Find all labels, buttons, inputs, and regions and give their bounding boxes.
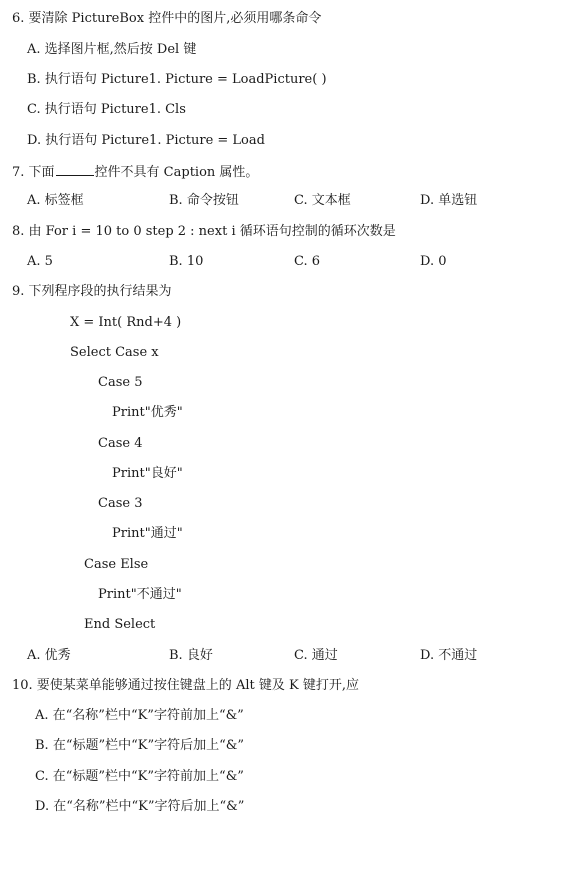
q7-options-row bbox=[27, 193, 575, 209]
q6-option-d: D. 执行语句 Picture1. Picture = Load bbox=[27, 133, 265, 148]
code-line: Print"不通过" bbox=[98, 587, 182, 602]
q8-options-row bbox=[27, 254, 575, 270]
q9-option-b: B. 良好 bbox=[169, 648, 213, 663]
q7-stem-after: 控件不具有 Caption 属性。 bbox=[94, 165, 259, 180]
q8-option-b: B. 10 bbox=[169, 254, 204, 269]
q8-option-c: C. 6 bbox=[294, 254, 321, 269]
q7-option-b: B. 命令按钮 bbox=[169, 193, 239, 208]
q9-option-a: A. 优秀 bbox=[27, 648, 71, 663]
code-line: Print"良好" bbox=[112, 466, 183, 481]
code-line: Case 5 bbox=[98, 375, 143, 390]
q6-option-c: C. 执行语句 Picture1. Cls bbox=[27, 102, 186, 117]
q9-option-c: C. 通过 bbox=[294, 648, 338, 663]
q9-stem: 9. 下列程序段的执行结果为 bbox=[12, 284, 172, 299]
q7-stem bbox=[12, 163, 258, 181]
code-line: Print"优秀" bbox=[112, 405, 183, 420]
q10-option-d: D. 在“名称”栏中“K”字符后加上“&” bbox=[35, 799, 245, 814]
answer-blank bbox=[56, 163, 94, 176]
q7-stem-before: 7. 下面 bbox=[12, 165, 55, 180]
q6-option-a: A. 选择图片框,然后按 Del 键 bbox=[27, 42, 197, 57]
code-line: Case 3 bbox=[98, 496, 143, 511]
q6-option-b: B. 执行语句 Picture1. Picture = LoadPicture( ) bbox=[27, 72, 327, 87]
q9-option-d: D. 不通过 bbox=[420, 648, 478, 663]
q7-option-c: C. 文本框 bbox=[294, 193, 351, 208]
q8-option-d: D. 0 bbox=[420, 254, 447, 269]
code-line: Select Case x bbox=[70, 345, 159, 360]
q10-option-c: C. 在“标题”栏中“K”字符前加上“&” bbox=[35, 769, 244, 784]
q9-options-row bbox=[27, 648, 575, 664]
code-line: End Select bbox=[84, 617, 156, 632]
q8-stem: 8. 由 For i = 10 to 0 step 2 : next i 循环语句控制的循环次数是 bbox=[12, 224, 396, 239]
q8-option-a: A. 5 bbox=[27, 254, 53, 269]
q10-option-a: A. 在“名称”栏中“K”字符前加上“&” bbox=[35, 708, 244, 723]
code-line: Case 4 bbox=[98, 436, 143, 451]
code-line: X = Int( Rnd+4 ) bbox=[70, 315, 182, 330]
q10-stem: 10. 要使某菜单能够通过按住键盘上的 Alt 键及 K 键打开,应 bbox=[12, 678, 359, 693]
q7-option-d: D. 单选钮 bbox=[420, 193, 478, 208]
code-line: Print"通过" bbox=[112, 526, 183, 541]
q6-stem: 6. 要清除 PictureBox 控件中的图片,必须用哪条命令 bbox=[12, 11, 322, 26]
q10-option-b: B. 在“标题”栏中“K”字符后加上“&” bbox=[35, 738, 244, 753]
q7-option-a: A. 标签框 bbox=[27, 193, 84, 208]
code-line: Case Else bbox=[84, 557, 149, 572]
